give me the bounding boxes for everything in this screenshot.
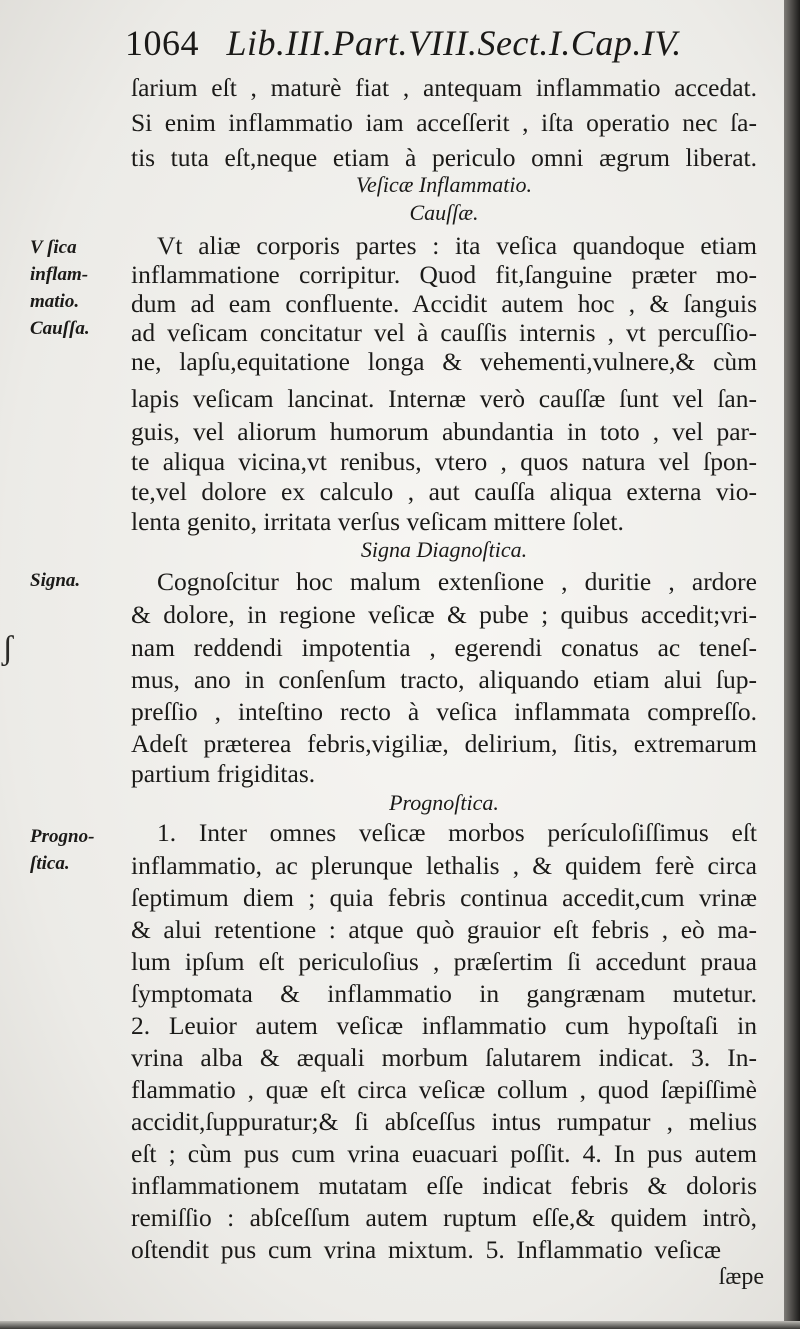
page-header <box>125 22 745 68</box>
text-line: ſeptimum diem ; quia febris continua accedit,cum vrinæ <box>131 883 757 912</box>
text-line: nam reddendi impotentia , egerendi conatus ac teneſ- <box>131 633 757 662</box>
text-line: & alui retentione : atque quò grauior eſt febris , eò ma- <box>131 915 757 944</box>
text-line: te aliqua vicina,vt renibus, vtero , quos natura vel ſpon- <box>131 447 757 476</box>
text-line: Vt aliæ corporis partes : ita veſica quandoque etiam <box>157 231 757 260</box>
page-bottom-shadow <box>0 1321 800 1329</box>
margin-line: ſtica. <box>30 853 70 874</box>
margin-line: matio. <box>30 291 80 312</box>
text-line: dum ad eam confluente. Accidit autem hoc , & ſanguis <box>131 289 757 318</box>
text-line: 1. Inter omnes veſicæ morbos perículoſiſſimus eſt <box>157 818 757 847</box>
prognostica-heading: Prognoſtica. <box>389 790 499 815</box>
text-line: eſt ; cùm pus cum vrina euacuari poſſit. 4. In pus autem <box>131 1139 757 1168</box>
section-title: Veſicæ Inflammatio. <box>356 172 532 197</box>
text-line: te,vel dolore ex calculo , aut cauſſa aliqua externa vio- <box>131 477 757 506</box>
text-line: remiſſio : abſceſſum autem ruptum eſſe,& quidem intrò, <box>131 1203 757 1232</box>
text-line: lum ipſum eſt periculoſius , præſertim ſi accedunt praua <box>131 947 757 976</box>
signa-heading: Signa Diagnoſtica. <box>360 537 528 562</box>
text-line: ſymptomata & inflammatio in gangrænam mutetur. <box>131 979 757 1008</box>
margin-line: inflam- <box>30 264 89 285</box>
text-line: & dolore, in regione veſicæ & pube ; quibus accedit;vri- <box>131 600 757 629</box>
text-line: Adeſt præterea febris,vigiliæ, delirium, ſitis, extremarum <box>131 729 757 758</box>
margin-note-causae <box>30 234 130 342</box>
text-line: flammatio , quæ eſt circa veſicæ collum , quod ſæpiſſimè <box>131 1075 757 1104</box>
text-line: lapis veſicam lancinat. Internæ verò cauſſæ ſunt vel ſan- <box>131 384 757 413</box>
margin-line: Progno- <box>30 826 95 847</box>
margin-note-prognostica <box>30 823 130 877</box>
text-line: accidit,ſuppuratur;& ſi abſceſſus intus rumpatur , melius <box>131 1107 757 1136</box>
causae-heading: Cauſſæ. <box>409 200 479 225</box>
page-edge-shadow <box>784 0 800 1329</box>
text-line: Cognoſcitur hoc malum extenſione , duritie , ardore <box>157 567 757 596</box>
text-line: tis tuta eſt,neque etiam à periculo omni ægrum liberat. <box>131 143 757 172</box>
text-line: inflammatio, ac plerunque lethalis , & quidem ferè circa <box>131 851 757 880</box>
text-line: inflammatione corripitur. Quod fit,ſanguine præter mo- <box>131 260 757 289</box>
margin-line: V ſica <box>30 237 77 258</box>
text-line: Si enim inflammatio iam acceſſerit , iſta operatio nec ſa- <box>131 108 757 137</box>
stray-ink-mark: ʃ <box>2 630 14 667</box>
text-line: vrina alba & æquali morbum ſalutarem indicat. 3. In- <box>131 1043 757 1072</box>
page-number: 1064 <box>125 23 199 63</box>
margin-line: Signa. <box>30 570 81 591</box>
text-line: ad veſicam concitatur vel à cauſſis internis , vt percuſſio- <box>131 318 757 347</box>
text-line: inflammationem mutatam eſſe indicat febris & doloris <box>131 1171 757 1200</box>
text-line: partium frigiditas. <box>131 759 316 788</box>
text-line: ſarium eſt , maturè fiat , antequam inflammatio accedat. <box>131 73 757 102</box>
running-title: Lib.III.Part.VIII.Sect.I.Cap.IV. <box>226 23 682 63</box>
text-line: oſtendit pus cum vrina mixtum. 5. Inflammatio veſicæ <box>131 1235 721 1264</box>
text-line: lenta genito, irritata verſus veſicam mittere ſolet. <box>131 507 624 536</box>
margin-line: Cauſſa. <box>30 318 90 339</box>
text-line: 2. Leuior autem veſicæ inflammatio cum hypoſtaſi in <box>131 1011 757 1040</box>
text-line: mus, ano in conſenſum tracto, aliquando etiam alui ſup- <box>131 665 757 694</box>
text-line: ne, lapſu,equitatione longa & vehementi,vulnere,& cùm <box>131 347 757 376</box>
text-line: guis, vel aliorum humorum abundantia in toto , vel par- <box>131 417 757 446</box>
text-line: preſſio , inteſtino recto à veſica inflammata compreſſo. <box>131 697 757 726</box>
catchword: ſæpe <box>718 1264 764 1290</box>
margin-note-signa <box>30 567 130 594</box>
